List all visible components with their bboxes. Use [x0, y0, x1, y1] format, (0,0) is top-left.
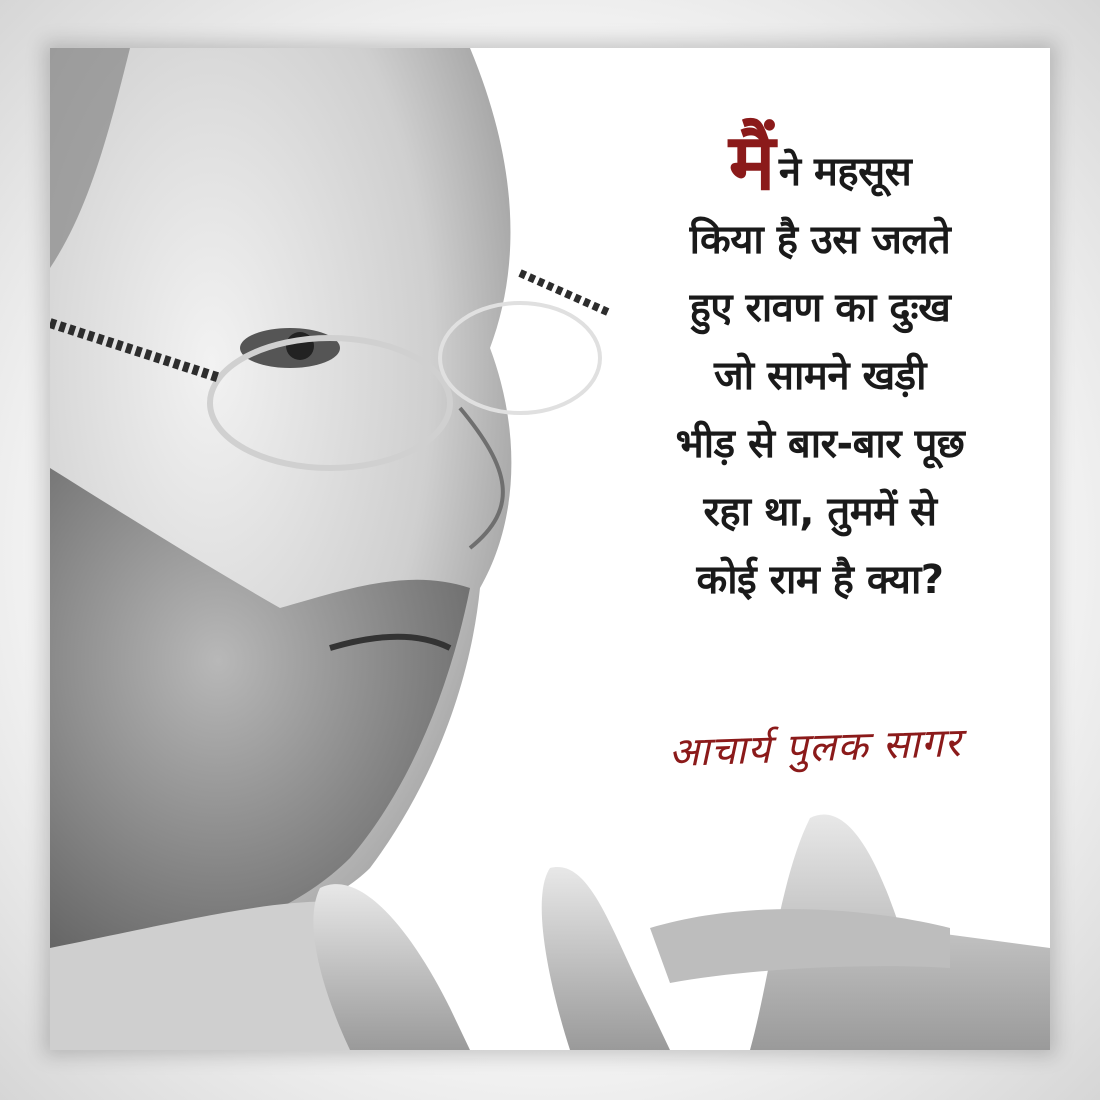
author-signature: आचार्य पुलक सागर: [667, 719, 963, 777]
quote-line: किया है उस जलते: [689, 217, 951, 263]
quote-line: जो सामने खड़ी: [714, 353, 926, 399]
quote-line: भीड़ से बार-बार पूछ: [675, 421, 965, 467]
quote-card: [50, 48, 1050, 1050]
quote-line: कोई राम है क्या?: [696, 557, 944, 603]
quote-text: [610, 120, 1030, 614]
quote-line: हुए रावण का दुःख: [689, 285, 951, 331]
quote-initial: मैं: [728, 118, 775, 208]
quote-first-line: [610, 120, 1030, 206]
quote-first-rest: ने महसूस: [778, 149, 912, 195]
quote-line: रहा था, तुममें से: [703, 489, 937, 535]
